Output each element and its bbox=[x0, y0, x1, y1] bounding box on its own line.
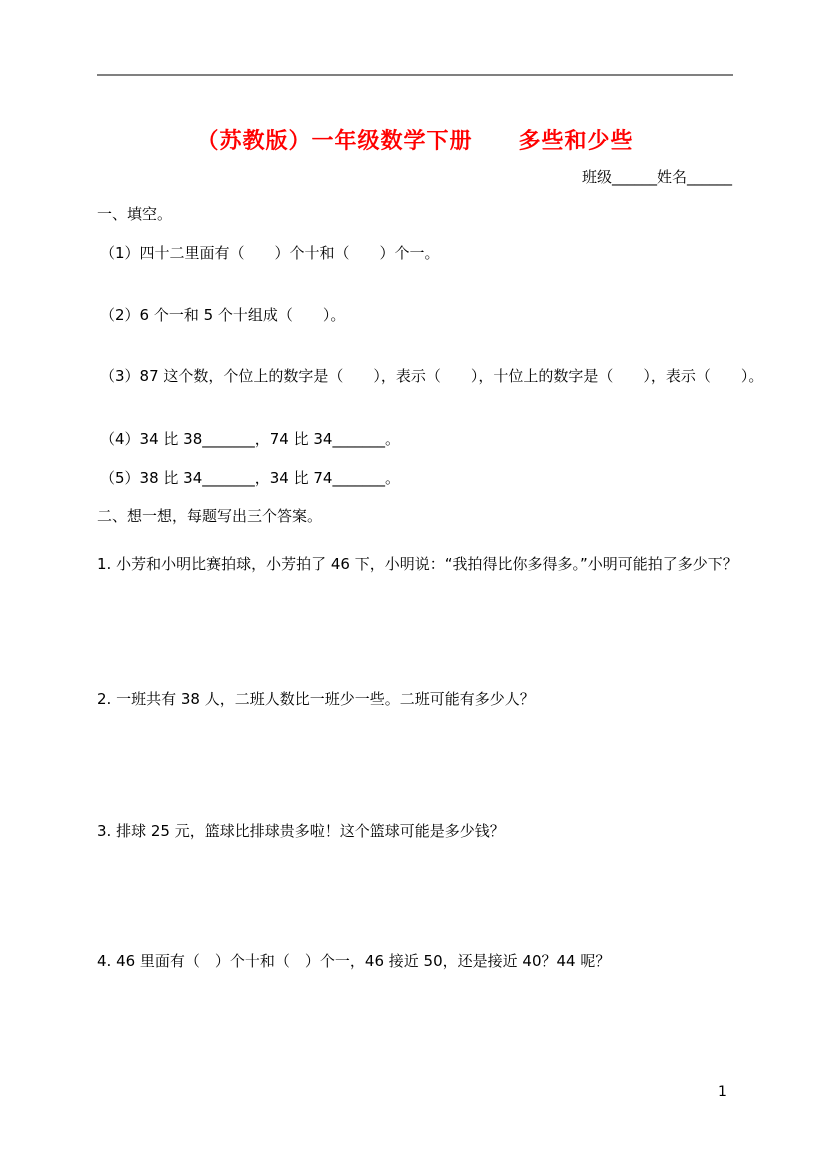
word-problem-3: 3. 排球 25 元，篮球比排球贵多啦！这个篮球可能是多少钱？ bbox=[97, 822, 505, 840]
fill-item-5: （5）38 比 34_______，34 比 74_______。 bbox=[100, 469, 400, 487]
page-number: 1 bbox=[718, 1084, 727, 1100]
class-name-blank-line: 班级______姓名______ bbox=[581, 168, 732, 186]
fill-item-1: （1）四十二里面有（ ）个十和（ ）个一。 bbox=[100, 244, 440, 262]
word-problem-1: 1. 小芳和小明比赛拍球，小芳拍了 46 下，小明说：“我拍得比你多得多。”小明可能拍了多少下？ bbox=[97, 555, 738, 573]
fill-item-2: （2）6 个一和 5 个十组成（ ）。 bbox=[100, 306, 346, 324]
word-problem-2: 2. 一班共有 38 人，二班人数比一班少一些。二班可能有多少人？ bbox=[97, 690, 535, 708]
fill-item-3: （3）87 这个数，个位上的数字是（ ），表示（ ），十位上的数字是（ ），表示（ ）。 bbox=[100, 367, 764, 385]
section-2-heading: 二、想一想，每题写出三个答案。 bbox=[97, 507, 323, 525]
worksheet-title: （苏教版）一年级数学下册 多些和少些 bbox=[196, 129, 634, 154]
fill-item-4: （4）34 比 38_______，74 比 34_______。 bbox=[100, 430, 400, 448]
header-divider-rule bbox=[97, 74, 733, 76]
word-problem-4: 4. 46 里面有（ ）个十和（ ）个一，46 接近 50，还是接近 40？44 呢？ bbox=[97, 952, 611, 970]
section-1-heading: 一、填空。 bbox=[97, 205, 173, 223]
